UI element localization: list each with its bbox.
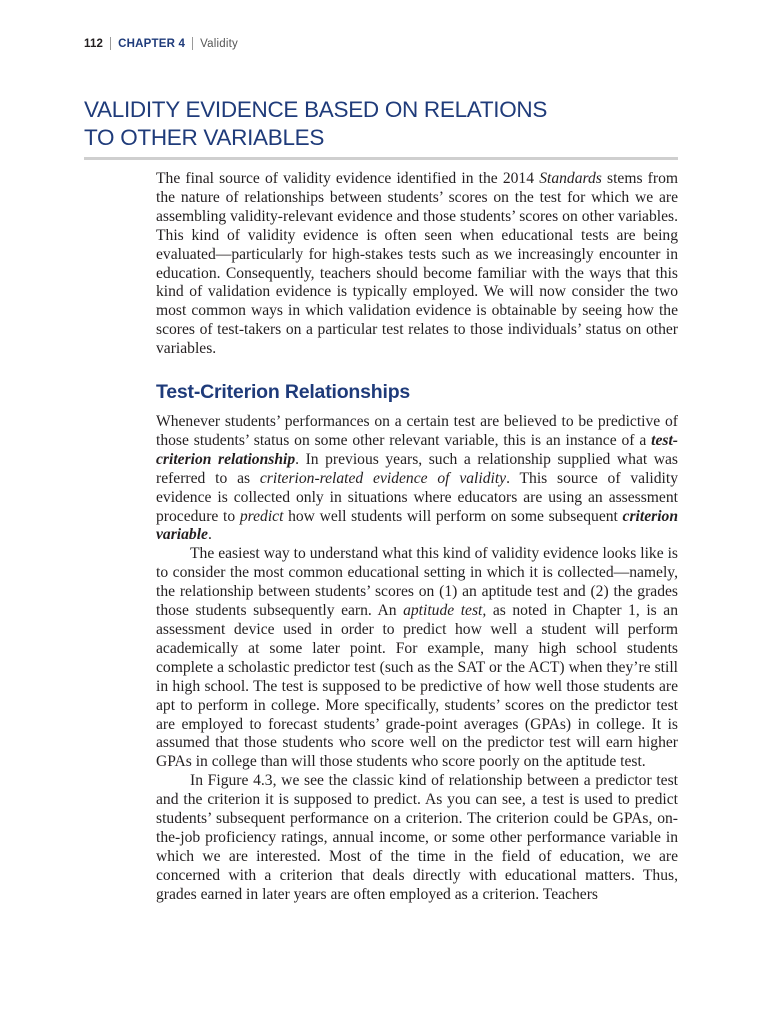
subsection-text bbox=[156, 413, 678, 905]
text-run: The final source of validity evidence identified in the 2014 bbox=[156, 170, 540, 187]
text-run: . This source of validity evidence is collected only in situations where educators are using an assessment procedure to bbox=[156, 469, 678, 525]
paragraph bbox=[156, 413, 678, 545]
title-rule bbox=[84, 157, 678, 160]
paragraph bbox=[156, 545, 678, 772]
emphasis: criterion-related evidence of validity bbox=[259, 469, 507, 487]
text-run: how well students will perform on some subsequent bbox=[283, 507, 623, 525]
key-term: criterion variable bbox=[156, 507, 678, 544]
page-number: 112 bbox=[84, 37, 104, 50]
emphasis: aptitude test, bbox=[403, 602, 487, 620]
emphasis: predict bbox=[239, 507, 284, 525]
subsection-title: Test-Criterion Relationships bbox=[156, 381, 411, 403]
intro-paragraph bbox=[156, 170, 678, 359]
section-title-line: TO OTHER VARIABLES bbox=[84, 125, 325, 150]
section-title bbox=[84, 96, 684, 152]
text-run: . In previous years, such a relationship supplied what was referred to as bbox=[156, 450, 678, 487]
emphasis: Standards bbox=[539, 170, 602, 187]
text-run: The easiest way to understand what this kind of validity evidence looks like is to consider the most common educational setting in which it is collected—namely, the relationship between students’ scores on (1) an aptitude test and (2) the grades those students subsequently earn. An bbox=[156, 545, 678, 620]
text-run: stems from the nature of relationships between students’ scores on the test for which we are assembling validity-relevant evidence and those students’ scores on other variables. This kind of validity evidence is often seen when educational tests are being evaluated—particularly for high-stakes tests such as we increasingly encounter in education. Consequently, teachers should become familiar with the ways that this kind of validation evidence is typically employed. We will now consider the two most common ways in which validation evidence is obtainable by seeing how the scores of test-takers on a particular test relates to those individuals’ status on other variables. bbox=[156, 170, 678, 358]
header-divider bbox=[192, 37, 193, 50]
paragraph: In Figure 4.3, we see the classic kind of relationship between a predictor test and the criterion it is supposed to predict. As you can see, a test is used to predict students’ subsequent performance on a criterion. The criterion could be GPAs, on-the-job proficiency ratings, annual income, or some other performance variable in which we are interested. Most of the time in the field of education, we are concerned with a criterion that deals directly with educational matters. Thus, grades earned in later years are often employed as a criterion. Teachers bbox=[156, 772, 678, 903]
chapter-label: CHAPTER 4 bbox=[118, 37, 186, 50]
text-run: . bbox=[207, 526, 212, 544]
running-head bbox=[84, 37, 238, 50]
key-term: test-criterion relationship bbox=[156, 431, 678, 468]
text-run: Whenever students’ performances on a certain test are believed to be predictive of those students’ status on some other relevant variable, this is an instance of a bbox=[156, 413, 678, 449]
section-title-line: VALIDITY EVIDENCE BASED ON RELATIONS bbox=[84, 97, 548, 122]
header-divider bbox=[110, 37, 111, 50]
text-run: as noted in Chapter 1, is an assessment device used in order to predict how well a student will perform academically at some later point. For example, many high school students complete a scholastic predictor test (such as the SAT or the ACT) when they’re still in high school. The test is supposed to be predictive of how well those students are apt to perform in college. More specifically, students’ scores on the predictor test are employed to forecast students’ grade-point averages (GPAs) in college. It is assumed that those students who score well on the predictor test will earn higher GPAs in college than will those students who score poorly on the aptitude test. bbox=[156, 602, 678, 771]
chapter-topic: Validity bbox=[200, 37, 238, 50]
intro-text bbox=[156, 170, 678, 359]
